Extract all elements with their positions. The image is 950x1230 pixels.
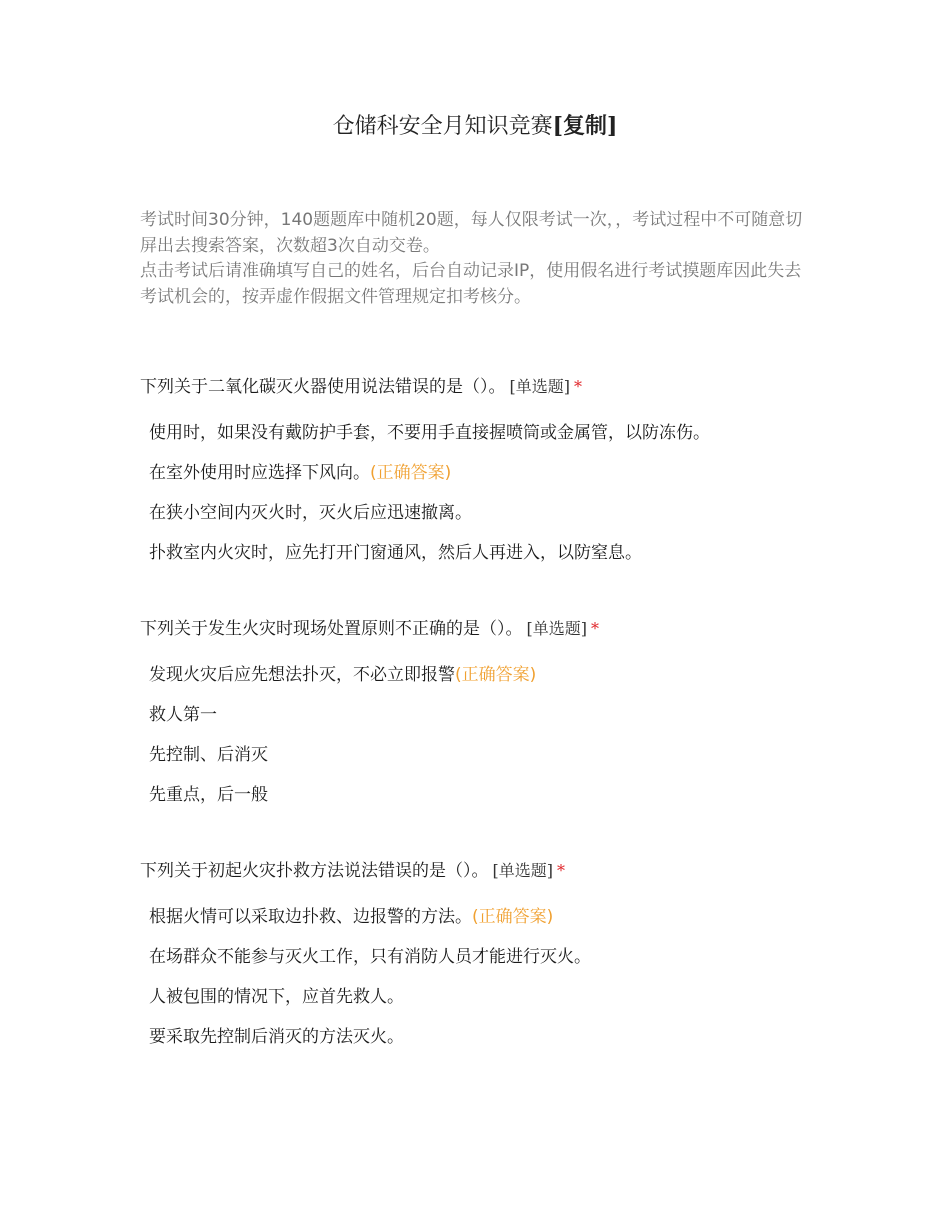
intro-paragraph: 考试时间30分钟，140题题库中随机20题，每人仅限考试一次，，考试过程中不可随意切屏出去搜索答案，次数超3次自动交卷。 xyxy=(140,210,803,256)
option-text: 要采取先控制后消灭的方法灭火。 xyxy=(149,1027,404,1047)
option-text: 先控制、后消灭 xyxy=(149,745,268,765)
option-item[interactable] xyxy=(149,662,810,688)
survey-intro xyxy=(140,208,810,310)
option-item[interactable] xyxy=(149,742,810,768)
option-list xyxy=(140,420,810,566)
option-item[interactable] xyxy=(149,420,810,446)
option-list xyxy=(140,904,810,1050)
option-text: 扑救室内火灾时，应先打开门窗通风，然后人再进入，以防窒息。 xyxy=(149,543,642,563)
question-title xyxy=(140,858,810,884)
required-mark: * xyxy=(591,619,599,638)
survey-title xyxy=(0,111,950,142)
question-text: 下列关于初起火灾扑救方法说法错误的是（）。 xyxy=(140,861,489,881)
correct-answer-tag: (正确答案) xyxy=(472,907,554,927)
survey-title-text: 仓储科安全月知识竞赛 xyxy=(332,114,553,139)
option-item[interactable] xyxy=(149,782,810,808)
question-type-badge: [单选题] xyxy=(509,377,570,396)
required-mark: * xyxy=(557,861,565,880)
option-text: 救人第一 xyxy=(149,705,217,725)
question-type-badge: [单选题] xyxy=(526,619,587,638)
option-item[interactable] xyxy=(149,540,810,566)
option-text: 在室外使用时应选择下风向。 xyxy=(149,463,370,483)
option-item[interactable] xyxy=(149,1024,810,1050)
option-list xyxy=(140,662,810,808)
option-text: 发现火灾后应先想法扑灭，不必立即报警 xyxy=(149,665,455,685)
option-text: 在狭小空间内灭火时，灭火后应迅速撤离。 xyxy=(149,503,472,523)
option-item[interactable] xyxy=(149,460,810,486)
required-mark: * xyxy=(574,377,582,396)
option-item[interactable] xyxy=(149,500,810,526)
question-1 xyxy=(140,374,810,580)
option-text: 人被包围的情况下，应首先救人。 xyxy=(149,987,404,1007)
option-text: 根据火情可以采取边扑救、边报警的方法。 xyxy=(149,907,472,927)
question-text: 下列关于发生火灾时现场处置原则不正确的是（）。 xyxy=(140,619,523,639)
question-2 xyxy=(140,616,810,822)
option-item[interactable] xyxy=(149,984,810,1010)
correct-answer-tag: (正确答案) xyxy=(370,463,452,483)
option-item[interactable] xyxy=(149,702,810,728)
question-3 xyxy=(140,858,810,1064)
correct-answer-tag: (正确答案) xyxy=(455,665,537,685)
option-text: 使用时，如果没有戴防护手套，不要用手直接握喷筒或金属管，以防冻伤。 xyxy=(149,423,710,443)
survey-title-suffix: [复制] xyxy=(552,113,618,139)
question-text: 下列关于二氧化碳灭火器使用说法错误的是（）。 xyxy=(140,377,506,397)
option-item[interactable] xyxy=(149,904,810,930)
option-item[interactable] xyxy=(149,944,810,970)
question-title xyxy=(140,374,810,400)
question-type-badge: [单选题] xyxy=(492,861,553,880)
option-text: 在场群众不能参与灭火工作，只有消防人员才能进行灭火。 xyxy=(149,947,591,967)
option-text: 先重点，后一般 xyxy=(149,785,268,805)
question-title xyxy=(140,616,810,642)
intro-paragraph: 点击考试后请准确填写自己的姓名，后台自动记录IP，使用假名进行考试摸题库因此失去考试机会的，按弄虚作假据文件管理规定扣考核分。 xyxy=(140,261,802,307)
